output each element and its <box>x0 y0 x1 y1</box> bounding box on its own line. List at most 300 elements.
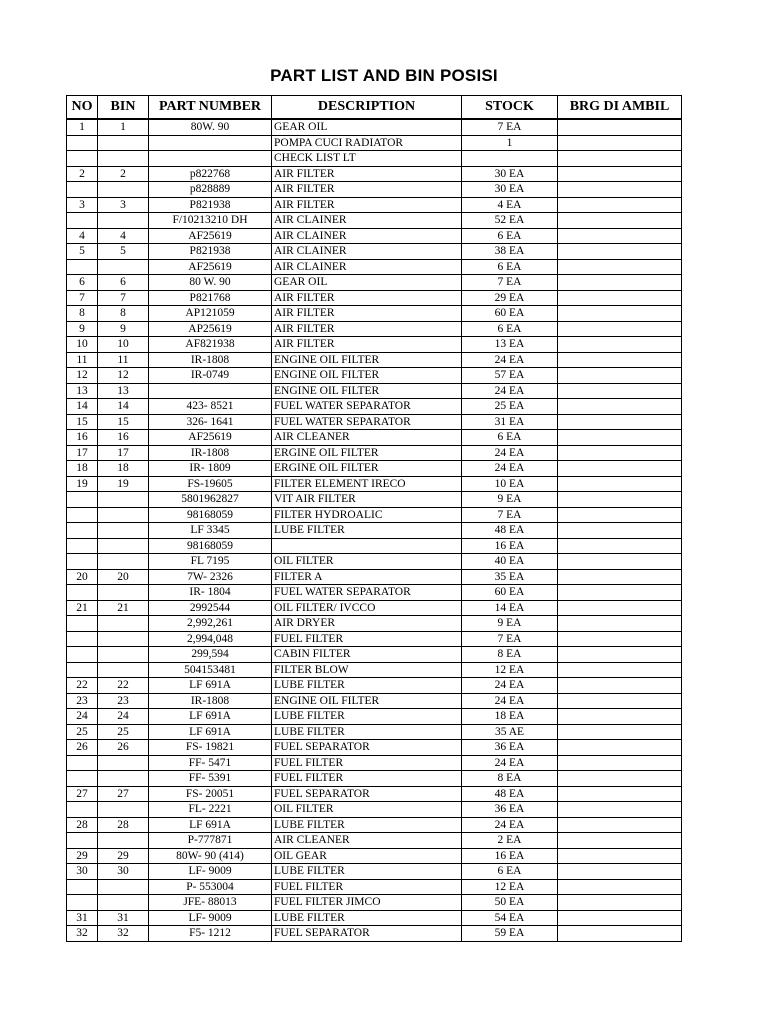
brg-di-ambil-cell <box>558 600 682 616</box>
part-number-cell: AF25619 <box>149 228 272 244</box>
bin-cell: 25 <box>98 724 149 740</box>
table-row <box>67 461 682 477</box>
brg-di-ambil-cell <box>558 662 682 678</box>
bin-cell: 19 <box>98 476 149 492</box>
brg-di-ambil-cell <box>558 352 682 368</box>
stock-cell: 12 EA <box>462 662 558 678</box>
description-cell: LUBE FILTER <box>272 817 462 833</box>
part-number-cell: 2,994,048 <box>149 631 272 647</box>
part-number-cell: AP25619 <box>149 321 272 337</box>
description-cell: OIL GEAR <box>272 848 462 864</box>
bin-cell <box>98 554 149 570</box>
bin-cell: 28 <box>98 817 149 833</box>
table-row <box>67 600 682 616</box>
part-number-cell: p828889 <box>149 182 272 198</box>
no-cell <box>67 755 98 771</box>
brg-di-ambil-cell <box>558 321 682 337</box>
description-cell: FUEL SEPARATOR <box>272 786 462 802</box>
no-cell <box>67 259 98 275</box>
bin-cell: 15 <box>98 414 149 430</box>
bin-cell <box>98 523 149 539</box>
bin-cell: 20 <box>98 569 149 585</box>
brg-di-ambil-cell <box>558 786 682 802</box>
no-cell <box>67 492 98 508</box>
part-number-cell <box>149 135 272 151</box>
no-cell <box>67 802 98 818</box>
no-cell: 26 <box>67 740 98 756</box>
part-number-cell: AF25619 <box>149 430 272 446</box>
part-number-cell: F/10213210 DH <box>149 213 272 229</box>
part-number-cell: P-777871 <box>149 833 272 849</box>
stock-cell: 35 AE <box>462 724 558 740</box>
no-cell: 24 <box>67 709 98 725</box>
header-bin: BIN <box>98 96 149 120</box>
description-cell: ENGINE OIL FILTER <box>272 693 462 709</box>
stock-cell: 9 EA <box>462 492 558 508</box>
stock-cell: 12 EA <box>462 879 558 895</box>
brg-di-ambil-cell <box>558 492 682 508</box>
table-row <box>67 569 682 585</box>
brg-di-ambil-cell <box>558 182 682 198</box>
part-number-cell: FF- 5391 <box>149 771 272 787</box>
stock-cell: 6 EA <box>462 228 558 244</box>
description-cell: AIR FILTER <box>272 337 462 353</box>
stock-cell: 8 EA <box>462 647 558 663</box>
description-cell: FUEL WATER SEPARATOR <box>272 414 462 430</box>
bin-cell <box>98 755 149 771</box>
no-cell: 18 <box>67 461 98 477</box>
table-row <box>67 817 682 833</box>
description-cell: FUEL FILTER JIMCO <box>272 895 462 911</box>
part-number-cell <box>149 383 272 399</box>
part-number-cell: LF 691A <box>149 709 272 725</box>
bin-cell: 23 <box>98 693 149 709</box>
bin-cell <box>98 492 149 508</box>
stock-cell: 40 EA <box>462 554 558 570</box>
no-cell: 8 <box>67 306 98 322</box>
table-row <box>67 523 682 539</box>
brg-di-ambil-cell <box>558 864 682 880</box>
table-row <box>67 755 682 771</box>
stock-cell: 59 EA <box>462 926 558 942</box>
brg-di-ambil-cell <box>558 693 682 709</box>
table-row <box>67 740 682 756</box>
brg-di-ambil-cell <box>558 197 682 213</box>
bin-cell: 7 <box>98 290 149 306</box>
stock-cell: 16 EA <box>462 538 558 554</box>
description-cell: GEAR OIL <box>272 275 462 291</box>
stock-cell: 2 EA <box>462 833 558 849</box>
table-row <box>67 352 682 368</box>
no-cell: 20 <box>67 569 98 585</box>
description-cell: LUBE FILTER <box>272 678 462 694</box>
stock-cell: 25 EA <box>462 399 558 415</box>
stock-cell: 24 EA <box>462 817 558 833</box>
description-cell: AIR CLAINER <box>272 259 462 275</box>
table-row <box>67 631 682 647</box>
no-cell: 10 <box>67 337 98 353</box>
header-no: NO <box>67 96 98 120</box>
brg-di-ambil-cell <box>558 817 682 833</box>
bin-cell: 12 <box>98 368 149 384</box>
table-row <box>67 585 682 601</box>
no-cell <box>67 662 98 678</box>
description-cell: ENGINE OIL FILTER <box>272 368 462 384</box>
description-cell: AIR DRYER <box>272 616 462 632</box>
no-cell: 1 <box>67 119 98 135</box>
bin-cell: 4 <box>98 228 149 244</box>
brg-di-ambil-cell <box>558 569 682 585</box>
no-cell <box>67 554 98 570</box>
no-cell: 32 <box>67 926 98 942</box>
table-row <box>67 662 682 678</box>
brg-di-ambil-cell <box>558 585 682 601</box>
part-number-cell: FL- 2221 <box>149 802 272 818</box>
part-number-cell: P821768 <box>149 290 272 306</box>
table-row <box>67 771 682 787</box>
brg-di-ambil-cell <box>558 755 682 771</box>
no-cell: 14 <box>67 399 98 415</box>
brg-di-ambil-cell <box>558 290 682 306</box>
bin-cell: 3 <box>98 197 149 213</box>
table-row <box>67 259 682 275</box>
bin-cell <box>98 879 149 895</box>
description-cell: OIL FILTER <box>272 802 462 818</box>
stock-cell: 6 EA <box>462 321 558 337</box>
brg-di-ambil-cell <box>558 166 682 182</box>
stock-cell: 52 EA <box>462 213 558 229</box>
no-cell: 11 <box>67 352 98 368</box>
description-cell: FUEL FILTER <box>272 879 462 895</box>
no-cell: 23 <box>67 693 98 709</box>
description-cell: FUEL FILTER <box>272 631 462 647</box>
bin-cell <box>98 213 149 229</box>
table-row <box>67 119 682 135</box>
description-cell: GEAR OIL <box>272 119 462 135</box>
bin-cell <box>98 895 149 911</box>
table-row <box>67 197 682 213</box>
no-cell <box>67 647 98 663</box>
bin-cell: 30 <box>98 864 149 880</box>
description-cell: AIR FILTER <box>272 182 462 198</box>
part-number-cell: LF- 9009 <box>149 910 272 926</box>
brg-di-ambil-cell <box>558 802 682 818</box>
description-cell: LUBE FILTER <box>272 910 462 926</box>
brg-di-ambil-cell <box>558 910 682 926</box>
no-cell <box>67 771 98 787</box>
description-cell: FUEL WATER SEPARATOR <box>272 399 462 415</box>
stock-cell: 24 EA <box>462 461 558 477</box>
part-number-cell: LF 3345 <box>149 523 272 539</box>
table-row <box>67 228 682 244</box>
part-number-cell: AP121059 <box>149 306 272 322</box>
part-number-cell: 299,594 <box>149 647 272 663</box>
table-row <box>67 833 682 849</box>
brg-di-ambil-cell <box>558 724 682 740</box>
brg-di-ambil-cell <box>558 368 682 384</box>
brg-di-ambil-cell <box>558 631 682 647</box>
no-cell: 31 <box>67 910 98 926</box>
description-cell: FUEL FILTER <box>272 755 462 771</box>
bin-cell: 8 <box>98 306 149 322</box>
table-row <box>67 368 682 384</box>
bin-cell <box>98 135 149 151</box>
brg-di-ambil-cell <box>558 523 682 539</box>
bin-cell: 10 <box>98 337 149 353</box>
table-row <box>67 166 682 182</box>
table-row <box>67 492 682 508</box>
no-cell: 7 <box>67 290 98 306</box>
bin-cell <box>98 802 149 818</box>
no-cell: 12 <box>67 368 98 384</box>
table-row <box>67 538 682 554</box>
description-cell: ERGINE OIL FILTER <box>272 461 462 477</box>
part-number-cell: AF25619 <box>149 259 272 275</box>
description-cell: AIR FILTER <box>272 166 462 182</box>
description-cell: LUBE FILTER <box>272 724 462 740</box>
brg-di-ambil-cell <box>558 275 682 291</box>
part-number-cell: 5801962827 <box>149 492 272 508</box>
part-number-cell: LF- 9009 <box>149 864 272 880</box>
no-cell: 27 <box>67 786 98 802</box>
bin-cell <box>98 662 149 678</box>
description-cell: FILTER ELEMENT IRECO <box>272 476 462 492</box>
stock-cell: 7 EA <box>462 119 558 135</box>
no-cell: 22 <box>67 678 98 694</box>
brg-di-ambil-cell <box>558 833 682 849</box>
stock-cell: 24 EA <box>462 445 558 461</box>
bin-cell: 1 <box>98 119 149 135</box>
bin-cell <box>98 182 149 198</box>
part-number-cell: P821938 <box>149 244 272 260</box>
bin-cell: 22 <box>98 678 149 694</box>
table-row <box>67 430 682 446</box>
bin-cell: 26 <box>98 740 149 756</box>
part-number-cell <box>149 151 272 167</box>
bin-cell <box>98 647 149 663</box>
description-cell: FUEL WATER SEPARATOR <box>272 585 462 601</box>
table-row <box>67 647 682 663</box>
no-cell: 19 <box>67 476 98 492</box>
table-row <box>67 275 682 291</box>
description-cell: CHECK LIST LT <box>272 151 462 167</box>
bin-cell <box>98 833 149 849</box>
description-cell: AIR CLAINER <box>272 228 462 244</box>
table-row <box>67 786 682 802</box>
table-row <box>67 244 682 260</box>
part-list-table <box>66 95 682 942</box>
no-cell <box>67 585 98 601</box>
bin-cell <box>98 771 149 787</box>
brg-di-ambil-cell <box>558 259 682 275</box>
no-cell: 6 <box>67 275 98 291</box>
page-title: PART LIST AND BIN POSISI <box>270 66 498 85</box>
table-header-row <box>67 96 682 120</box>
stock-cell: 30 EA <box>462 182 558 198</box>
no-cell: 30 <box>67 864 98 880</box>
table-row <box>67 693 682 709</box>
bin-cell: 5 <box>98 244 149 260</box>
table-row <box>67 290 682 306</box>
table-row <box>67 337 682 353</box>
brg-di-ambil-cell <box>558 771 682 787</box>
brg-di-ambil-cell <box>558 151 682 167</box>
description-cell: VIT AIR FILTER <box>272 492 462 508</box>
stock-cell: 6 EA <box>462 430 558 446</box>
stock-cell: 8 EA <box>462 771 558 787</box>
stock-cell: 9 EA <box>462 616 558 632</box>
no-cell: 28 <box>67 817 98 833</box>
part-number-cell: FL 7195 <box>149 554 272 570</box>
part-number-cell: 326- 1641 <box>149 414 272 430</box>
no-cell: 17 <box>67 445 98 461</box>
brg-di-ambil-cell <box>558 895 682 911</box>
stock-cell: 24 EA <box>462 352 558 368</box>
brg-di-ambil-cell <box>558 399 682 415</box>
no-cell <box>67 151 98 167</box>
stock-cell: 10 EA <box>462 476 558 492</box>
no-cell: 4 <box>67 228 98 244</box>
brg-di-ambil-cell <box>558 538 682 554</box>
stock-cell: 35 EA <box>462 569 558 585</box>
no-cell <box>67 833 98 849</box>
description-cell: AIR CLEANER <box>272 833 462 849</box>
no-cell <box>67 879 98 895</box>
stock-cell: 4 EA <box>462 197 558 213</box>
part-number-cell: IR-1808 <box>149 352 272 368</box>
description-cell: ENGINE OIL FILTER <box>272 352 462 368</box>
brg-di-ambil-cell <box>558 926 682 942</box>
table-row <box>67 926 682 942</box>
table-row <box>67 383 682 399</box>
no-cell: 25 <box>67 724 98 740</box>
part-number-cell: FS-19605 <box>149 476 272 492</box>
bin-cell <box>98 538 149 554</box>
part-number-cell: LF 691A <box>149 724 272 740</box>
table-row <box>67 399 682 415</box>
stock-cell: 24 EA <box>462 693 558 709</box>
bin-cell: 29 <box>98 848 149 864</box>
part-number-cell: IR- 1809 <box>149 461 272 477</box>
stock-cell: 24 EA <box>462 383 558 399</box>
brg-di-ambil-cell <box>558 476 682 492</box>
brg-di-ambil-cell <box>558 213 682 229</box>
no-cell <box>67 507 98 523</box>
bin-cell: 24 <box>98 709 149 725</box>
brg-di-ambil-cell <box>558 430 682 446</box>
brg-di-ambil-cell <box>558 709 682 725</box>
part-number-cell: 7W- 2326 <box>149 569 272 585</box>
table-row <box>67 724 682 740</box>
description-cell: LUBE FILTER <box>272 709 462 725</box>
part-number-cell: 2,992,261 <box>149 616 272 632</box>
no-cell: 3 <box>67 197 98 213</box>
part-number-cell: F5- 1212 <box>149 926 272 942</box>
description-cell: AIR FILTER <box>272 197 462 213</box>
brg-di-ambil-cell <box>558 616 682 632</box>
no-cell: 21 <box>67 600 98 616</box>
bin-cell: 18 <box>98 461 149 477</box>
stock-cell: 36 EA <box>462 740 558 756</box>
part-number-cell: P- 553004 <box>149 879 272 895</box>
stock-cell: 24 EA <box>462 755 558 771</box>
no-cell <box>67 213 98 229</box>
part-number-cell: IR-0749 <box>149 368 272 384</box>
table-row <box>67 151 682 167</box>
stock-cell: 38 EA <box>462 244 558 260</box>
brg-di-ambil-cell <box>558 740 682 756</box>
no-cell: 29 <box>67 848 98 864</box>
stock-cell: 7 EA <box>462 507 558 523</box>
bin-cell: 6 <box>98 275 149 291</box>
no-cell <box>67 538 98 554</box>
bin-cell: 21 <box>98 600 149 616</box>
bin-cell <box>98 507 149 523</box>
no-cell <box>67 895 98 911</box>
description-cell: AIR CLEANER <box>272 430 462 446</box>
description-cell: ERGINE OIL FILTER <box>272 445 462 461</box>
table-row <box>67 476 682 492</box>
description-cell: FUEL FILTER <box>272 771 462 787</box>
brg-di-ambil-cell <box>558 244 682 260</box>
description-cell: LUBE FILTER <box>272 864 462 880</box>
table-row <box>67 554 682 570</box>
bin-cell: 16 <box>98 430 149 446</box>
part-number-cell: P821938 <box>149 197 272 213</box>
part-number-cell: 2992544 <box>149 600 272 616</box>
no-cell: 2 <box>67 166 98 182</box>
brg-di-ambil-cell <box>558 135 682 151</box>
description-cell: FILTER BLOW <box>272 662 462 678</box>
table-row <box>67 802 682 818</box>
no-cell: 5 <box>67 244 98 260</box>
part-number-cell: 80W- 90 (414) <box>149 848 272 864</box>
part-number-cell: FS- 19821 <box>149 740 272 756</box>
brg-di-ambil-cell <box>558 647 682 663</box>
brg-di-ambil-cell <box>558 337 682 353</box>
bin-cell <box>98 259 149 275</box>
part-number-cell: 98168059 <box>149 538 272 554</box>
part-number-cell: 98168059 <box>149 507 272 523</box>
table-row <box>67 213 682 229</box>
stock-cell: 48 EA <box>462 786 558 802</box>
no-cell: 15 <box>67 414 98 430</box>
header-brg-di-ambil: BRG DI AMBIL <box>558 96 682 120</box>
description-cell: AIR FILTER <box>272 290 462 306</box>
table-row <box>67 306 682 322</box>
brg-di-ambil-cell <box>558 119 682 135</box>
header-stock: STOCK <box>462 96 558 120</box>
part-number-cell: JFE- 88013 <box>149 895 272 911</box>
table-row <box>67 182 682 198</box>
brg-di-ambil-cell <box>558 383 682 399</box>
part-number-cell: p822768 <box>149 166 272 182</box>
description-cell <box>272 538 462 554</box>
stock-cell: 31 EA <box>462 414 558 430</box>
part-number-cell: FF- 5471 <box>149 755 272 771</box>
table-row <box>67 864 682 880</box>
table-row <box>67 616 682 632</box>
table-row <box>67 135 682 151</box>
description-cell: AIR CLAINER <box>272 213 462 229</box>
description-cell: FILTER HYDROALIC <box>272 507 462 523</box>
part-number-cell: LF 691A <box>149 678 272 694</box>
part-number-cell: IR-1808 <box>149 445 272 461</box>
stock-cell: 36 EA <box>462 802 558 818</box>
no-cell <box>67 616 98 632</box>
stock-cell: 48 EA <box>462 523 558 539</box>
stock-cell: 18 EA <box>462 709 558 725</box>
